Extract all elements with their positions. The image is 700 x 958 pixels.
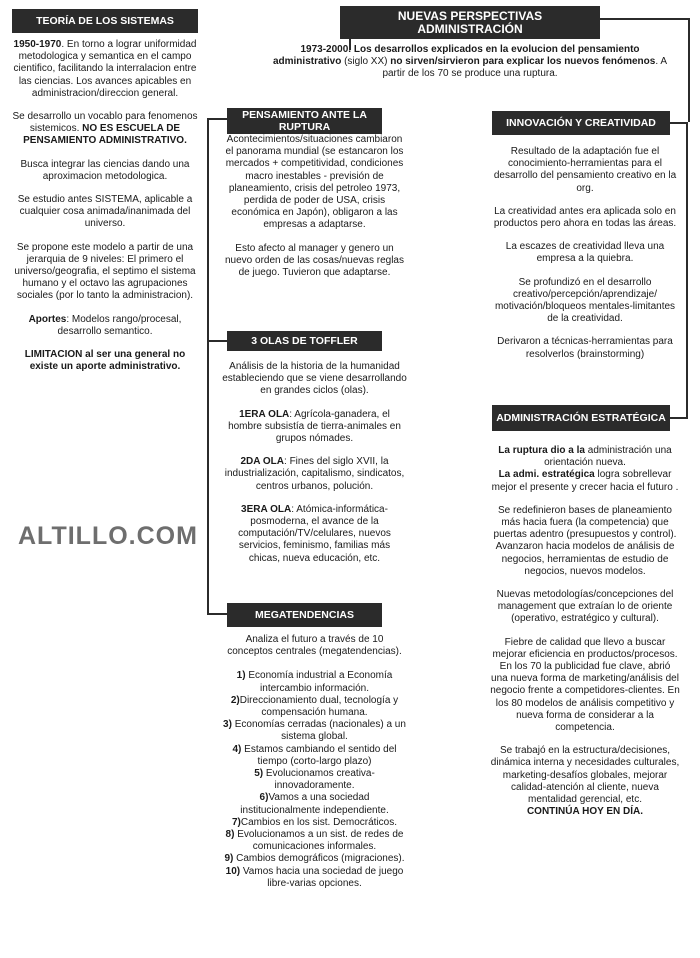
estrategica-p5-text: Se trabajó en la estructura/decisiones, dinámica interna y necesidades culturales, marketing-desafíos globales, mejorar calidad-atención al cliente, nueva mentalidad gerencial, etc. [490, 745, 680, 806]
sistemas-p6-text: : Modelos rango/procesal, desarrollo semantico. [57, 313, 182, 337]
toffler-ola2-text: : Fines del siglo XVII, la industrialización, capitalismo, sindicatos, centros urbanos, polución. [224, 456, 405, 492]
ruptura-header [227, 108, 382, 134]
connector-line [207, 118, 227, 120]
estrategica-p5-bold: CONTINÚA HOY EN DÍA. [526, 806, 644, 818]
watermark: ALTILLO.COM [18, 522, 198, 550]
intro-bold-2: no sirven/sirvieron para explicar los nuevos fenómenos [390, 56, 656, 68]
toffler-title: 3 OLAS DE TOFFLER [251, 335, 358, 347]
ruptura-body [222, 134, 407, 290]
sistemas-p6 [12, 314, 198, 338]
estrategica-body [490, 445, 680, 818]
sistemas-body [12, 39, 198, 384]
innovacion-header [492, 111, 670, 135]
toffler-p1: Análisis de la historia de la humanidad estableciendo que se viene desarrollando en grandes ciclos (olas). [222, 361, 407, 397]
sistemas-p1 [12, 39, 198, 100]
connector-line [207, 118, 209, 614]
sistemas-p1-bold: 1950-1970 [13, 39, 62, 50]
ruptura-title: PENSAMIENTO ANTE LA RUPTURA [242, 109, 367, 133]
estrategica-p1b [490, 469, 680, 493]
toffler-header [227, 331, 382, 351]
estrategica-p1-bold: La ruptura dio a la [498, 445, 585, 456]
item-num: 5) [254, 768, 264, 780]
toffler-ola3 [222, 504, 407, 565]
item-text: Vamos a una sociedad institucionalmente independiente. [240, 792, 389, 816]
estrategica-p1 [490, 445, 680, 469]
ruptura-p2: Esto afecto al manager y genero un nuevo orden de las cosas/nuevas reglas de juego. Tuvieron que adaptarse. [224, 242, 404, 279]
estrategica-p4: Fiebre de calidad que llevo a buscar mejorar eficiencia en productos/procesos. En los 70 la publicidad fue clave, abrió una nueva forma de marketing/análisis del negocio frente a competidores-clientes. En los 80 modelos de análisis competitivo y nueva forma de considerar a la competencia. [490, 636, 680, 734]
item-num: 10) [225, 865, 241, 877]
innovacion-p5: Derivaron a técnicas-herramientas para resolverlos (brainstorming) [497, 336, 673, 360]
estrategica-p5 [490, 745, 680, 818]
sistemas-p5: Se propone este modelo a partir de una jerarquia de 9 niveles: El primero el universo/geografia, el septimo el sistema humano y el octavo las agrupaciones sociales (por lo tanto la administracion). [14, 241, 196, 302]
item-text: Direccionamiento dual, tecnología y compensación humana. [239, 694, 399, 719]
sistemas-p2-text: Se desarrollo un vocablo para fenomenos sistemicos. [12, 111, 198, 135]
estrategica-header [492, 405, 670, 431]
toffler-ola2-label: 2DA OLA [240, 456, 285, 468]
estrategica-title: ADMINISTRACIÓN ESTRATÉGICA [496, 412, 666, 424]
item-num: 1) [236, 670, 246, 682]
main-header [340, 6, 600, 39]
innovacion-p1: Resultado de la adaptación fue el conocimiento-herramientas para el desarrollo del pensamiento creativo en la org. [493, 146, 677, 194]
megatendencias-body [222, 634, 407, 890]
intro-text [270, 44, 670, 81]
sistemas-p3: Busca integrar las ciencias dando una aproximacion metodologica. [20, 158, 190, 182]
item-num: 2) [230, 694, 240, 706]
intro-normal-2: . A partir de los 70 se produce una ruptura. [382, 56, 668, 80]
megatendencias-title: MEGATENDENCIAS [255, 609, 354, 621]
megatendencia-item [222, 695, 407, 719]
item-text: Evolucionamos creativa-innovadoramente. [263, 768, 375, 792]
connector-line [207, 340, 227, 342]
intro-normal-1: (siglo XX) [341, 56, 391, 68]
toffler-body [222, 361, 407, 576]
innovacion-body [490, 146, 680, 372]
megatendencia-item [222, 792, 407, 816]
megatendencia-item [222, 744, 407, 768]
megatendencias-list [222, 670, 407, 890]
megatendencia-item [222, 670, 407, 694]
sistemas-header [12, 9, 198, 33]
toffler-ola1-label: 1ERA OLA [239, 408, 290, 420]
item-text: Economías cerradas (nacionales) a un sistema global. [231, 719, 406, 743]
sistemas-p7: LIMITACION al ser una general no existe un aporte administrativo. [24, 349, 186, 373]
megatendencia-item [222, 768, 407, 792]
connector-line [670, 417, 688, 419]
sistemas-p6-bold: Aportes [28, 313, 67, 325]
sistemas-p2 [12, 111, 198, 148]
item-text: Evolucionamos a un sist. de redes de comunicaciones informales. [234, 829, 404, 853]
toffler-ola1-text: : Agrícola-ganadera, el hombre subsistía de tierra-animales en grupos nómades. [228, 408, 401, 445]
megatendencia-item [222, 853, 407, 865]
innovacion-p3: La escazes de creatividad lleva una empresa a la quiebra. [505, 241, 665, 265]
item-num: 6) [259, 792, 269, 804]
item-num: 9) [224, 853, 234, 865]
estrategica-p1b-text: logra sobrellevar mejor el presente y crecer hacia el futuro . [491, 469, 679, 493]
megatendencia-item [222, 817, 407, 829]
sistemas-title: TEORÍA DE LOS SISTEMAS [36, 15, 174, 27]
item-num: 7) [231, 816, 241, 828]
estrategica-p2: Se redefinieron bases de planeamiento más hacia fuera (la competencia) que puertas adentro (presupuestos y control). Avanzaron hacia modelos de análisis de negocios, herramientas de estudio de negocios, nuevos modelos. [493, 504, 677, 577]
item-text: Economía industrial a Economía intercambio información. [245, 670, 393, 694]
megatendencia-item [222, 866, 407, 890]
intro-bold-1: 1973-2000. Los desarrollos explicados en la evolucion del pensamiento administrativo [272, 44, 640, 68]
item-text: Cambios demográficos (migraciones). [233, 853, 405, 865]
estrategica-p1-text: administración una orientación nueva. [544, 445, 672, 469]
main-header-text: NUEVAS PERSPECTIVAS ADMINISTRACIÓN [397, 8, 543, 36]
innovacion-p2: La creatividad antes era aplicada solo en productos pero ahora en todas las áreas. [493, 205, 677, 230]
innovacion-title: INNOVACIÓN Y CREATIVIDAD [506, 117, 656, 129]
estrategica-p3: Nuevas metodologías/concepciones del management que extraían lo de oriente (operativo, estratégico y cultural). [496, 589, 674, 625]
toffler-ola1 [222, 409, 407, 446]
sistemas-p2-bold: NO ES ESCUELA DE PENSAMIENTO ADMINISTRATIVO. [23, 123, 187, 147]
item-num: 4) [232, 743, 242, 755]
item-num: 3) [223, 719, 232, 731]
toffler-ola3-text: : Atómica-informática-posmoderna, el avance de la computación/TV/celulares, nuevos servicios, feminismo, familias más chicas, nueva educación, etc. [238, 503, 391, 564]
sistemas-p1-text: . En torno a lograr uniformidad metodologica y semantica en el campo cientifico, facilitando la interralacion entre las ciencias. Los avances apicables en administracion/direccion general. [13, 39, 197, 99]
connector-line [686, 122, 688, 418]
megatendencias-intro: Analiza el futuro a través de 10 conceptos centrales (megatendencias). [227, 634, 402, 658]
toffler-ola2 [222, 456, 407, 493]
item-text: Vamos hacia una sociedad de juego libre-varias opciones. [240, 865, 404, 889]
ruptura-p1: Acontecimientos/situaciones cambiaron el panorama mundial (se estancaron los mercados + competitividad, condiciones macro inestables - previsión de planeamiento, crisis del petroleo 1973, perdida de poder de USA, crisis económica en Japón), obligaron a las empresas a adaptarse. [225, 134, 404, 231]
sistemas-p4: Se estudio antes SISTEMA, aplicable a cualquier cosa animada/inanimada del universo. [17, 194, 193, 230]
megatendencia-item [222, 719, 407, 743]
item-text: Cambios en los sist. Democráticos. [240, 816, 398, 828]
item-text: Estamos cambiando el sentido del tiempo (corto-largo plazo) [241, 743, 397, 767]
innovacion-p4: Se profundizó en el desarrollo creativo/percepción/aprendizaje/ motivación/bloqueos mentales-limitantes de la creatividad. [494, 276, 676, 325]
megatendencia-item [222, 829, 407, 853]
connector-line [670, 122, 688, 124]
estrategica-p1b-bold: La admi. estratégica [498, 469, 595, 481]
toffler-ola3-label: 3ERA OLA [241, 503, 292, 515]
connector-line [688, 18, 690, 122]
item-num: 8) [225, 829, 235, 841]
megatendencias-header [227, 603, 382, 627]
connector-line [207, 613, 227, 615]
